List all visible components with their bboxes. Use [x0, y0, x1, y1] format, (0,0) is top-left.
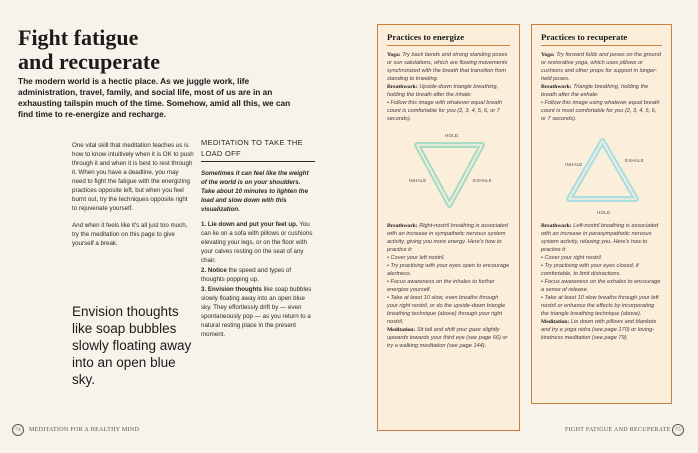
energize-bullet-1: • Cover your left nostril. [387, 255, 445, 261]
recuperate-breathwork-1-bullet: • Follow this image using whatever equal breath count is most comfortable for you (2, 3, 4, 5, 6, or 7 seconds). [541, 100, 660, 122]
meditation-step-2 [201, 266, 315, 284]
page-number-left: 74 [12, 424, 24, 436]
meditation-step-1 [201, 220, 315, 265]
label-exhale: EXHALE [473, 178, 492, 183]
energize-meditation: Meditation: Sit tall and shift your gaze slightly upwards towards your third eye (see page 66) or try a walking meditation (see page 144). [387, 327, 508, 349]
energize-bullet-2: • Try practising with your eyes open to encourage alertness. [387, 263, 510, 277]
meditation-column [201, 137, 315, 340]
recuperate-box [531, 24, 672, 404]
body-paragraph-2: And when it feels like it's all just too much, try the meditation on this page to give yourself a break. [72, 222, 188, 247]
meditation-lead: Sometimes it can feel like the weight of the world is on your shoulders. Take about 10 minutes to lighten the load and slow down with this visualization. [201, 170, 309, 213]
title-line-1: Fight fatigue [18, 25, 139, 50]
page-title [18, 26, 248, 74]
energize-title: Practices to energize [387, 31, 510, 46]
recuperate-bullet-4: • Take at least 10 slow breaths through your left nostril or enhance the effects by incorporating the triangle breathing technique (above). [541, 295, 659, 317]
upside-down-triangle-graphic [387, 127, 512, 219]
energize-bullet-3: • Focus awareness on the inhales to further energize yourself. [387, 279, 495, 293]
label-inhale: INHALE [565, 162, 583, 167]
pull-quote: Envision thoughts like soap bubbles slowly floating away into an open blue sky. [72, 304, 192, 387]
recuperate-title: Practices to recuperate [541, 31, 662, 46]
running-footer-right: FIGHT FATIGUE AND RECUPERATE [565, 427, 671, 433]
label-exhale: EXHALE [625, 158, 644, 163]
triangle-inner-stroke [569, 141, 636, 199]
step-3-title: 3. Envision thoughts [201, 286, 262, 293]
recuperate-bullet-3: • Focus awareness on the exhales to encourage a sense of release. [541, 279, 661, 293]
body-paragraph-1: One vital skill that meditation teaches us is how to know intuitively when it is OK to push through it and when it is best to rest through it. When you have a deadline, you may need to fight the fatigue with the energizing practices opposite left, but when you feel burnt out, try the techniques opposite right to rejuvenate yourself. [72, 142, 194, 212]
meditation-heading: MEDITATION TO TAKE THE LOAD OFF [201, 137, 315, 162]
energize-breathwork-2: Breathwork: Right-nostril breathing is associated with an increase in sympathetic nervous system activity, giving you more energy. Here's how to practice it: [387, 223, 508, 253]
page-number-right: 75 [672, 424, 684, 436]
energize-box [377, 24, 520, 431]
triangle-outer-stroke [569, 141, 636, 199]
recuperate-breathwork-2: Breathwork: Left-nostril breathing is associated with an increase in parasympathetic nervous system activity, relaxing you. Here's how to practise it: [541, 223, 659, 253]
energize-yoga: Yoga: Try back bends and strong standing poses or sun salutations, which are flowing movements synchronized with the breath that transition from standing to kneeling. [387, 52, 508, 82]
step-3-text: like soap bubbles slowly floating away into an open blue sky. They effortlessly drift by — even spontaneously pop — as you return to a natural resting place in the present moment. [201, 286, 312, 338]
triangle-inner-stroke [417, 145, 482, 205]
energize-bullet-4: • Take at least 10 slow, even breaths through your right nostril, or do the upside-down triangle breathing technique (above) through your right nostril. [387, 295, 506, 325]
recuperate-yoga: Yoga: Try forward folds and poses on the ground or restorative yoga, which uses pillows or cushions and other props for support in longer-held poses. [541, 52, 661, 82]
label-inhale: INHALE [409, 178, 427, 183]
recuperate-meditation: Meditation: Lie down with pillows and blankets and try a yoga nidra (see page 170) or loving-kindness meditation (see page 79). [541, 319, 657, 341]
recuperate-bullet-1: • Cover your right nostril. [541, 255, 603, 261]
intro-paragraph: The modern world is a hectic place. As we juggle work, life administration, travel, family, and social life, most of us are in an exhausting tailspin much of the time. Somehow, amid all this, we can find time to re-energize and recharge. [18, 76, 291, 119]
step-1-title: 1. Lie down and put your feet up. [201, 221, 298, 228]
step-1-text: You can lie on a sofa with pillows or cushions elevating your legs, or on the floor with your calves resting on the seat of any chair. [201, 221, 313, 264]
running-footer-left: MEDITATION FOR A HEALTHY MIND [29, 427, 140, 433]
label-hold: HOLD [597, 210, 611, 215]
label-hold: HOLD [445, 133, 459, 138]
recuperate-bullet-2: • Try practising with your eyes closed, if comfortable, to limit distractions. [541, 263, 639, 277]
title-line-2: and recuperate [18, 49, 160, 74]
triangle-outer-stroke [417, 145, 482, 205]
recuperate-breathwork-1: Breathwork: Triangle breathing, holding the breath after the exhale: [541, 84, 649, 98]
triangle-diagram [541, 127, 662, 219]
body-column-left [72, 141, 194, 256]
step-2-text: the speed and types of thoughts popping up. [201, 267, 292, 283]
triangle-graphic [541, 127, 664, 219]
energize-breathwork-1-bullet: • Follow this image with whatever equal breath count is comfortable for you (2, 3, 4, 5, 6, or 7 seconds). [387, 100, 503, 122]
energize-breathwork-1: Breathwork: Upside-down triangle breathing, holding the breath after the inhale: [387, 84, 499, 98]
step-2-title: 2. Notice [201, 267, 227, 274]
meditation-step-3 [201, 285, 315, 339]
upside-down-triangle-diagram [387, 127, 510, 219]
